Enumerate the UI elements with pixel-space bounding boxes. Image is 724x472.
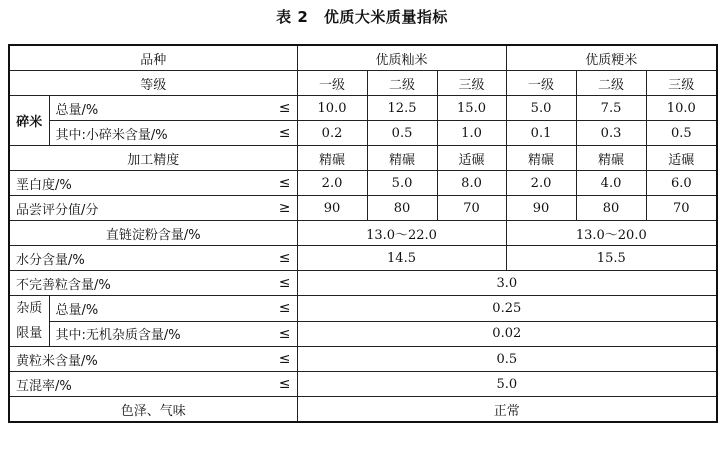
row-label-cell: [9, 372, 297, 397]
value-cell: 0.5: [367, 121, 437, 146]
impurity-group-line: 限量: [16, 326, 43, 341]
row-label-cell: [9, 347, 297, 372]
value-cell: 0.02: [297, 321, 717, 347]
value-cell: 5.0: [506, 96, 576, 121]
row-label-cell: [49, 321, 297, 347]
row-label: 总量/%: [55, 302, 99, 318]
le-symbol: ≤: [278, 325, 291, 342]
row-label-cell: [49, 296, 297, 322]
table-row: [9, 397, 717, 423]
value-cell: 90: [506, 196, 576, 221]
value-cell: 0.2: [297, 121, 367, 146]
header-row-grade: [9, 71, 717, 96]
indica-header: 优质籼米: [297, 45, 506, 71]
header-row-variety: [9, 45, 717, 71]
table-row: [9, 296, 717, 322]
row-label: 垩白度/%: [16, 177, 72, 193]
row-label-cell: [49, 121, 297, 146]
value-cell: 6.0: [646, 171, 717, 196]
value-cell: 0.1: [506, 121, 576, 146]
row-label: 加工精度: [9, 146, 297, 171]
value-cell: 适碾: [646, 146, 717, 171]
broken-rice-group: 碎米: [9, 96, 49, 146]
value-cell: 精碾: [506, 146, 576, 171]
value-cell: 13.0～22.0: [297, 221, 506, 246]
row-label-cell: [9, 196, 297, 221]
row-label: 直链淀粉含量/%: [9, 221, 297, 246]
le-symbol: ≤: [278, 125, 291, 141]
row-label: 品尝评分值/分: [16, 202, 99, 218]
value-cell: 2.0: [297, 171, 367, 196]
value-cell: 13.0～20.0: [506, 221, 717, 246]
row-label-cell: [9, 246, 297, 271]
table-row: [9, 146, 717, 171]
table-row: [9, 96, 717, 121]
value-cell: 0.3: [576, 121, 646, 146]
row-label: 水分含量/%: [16, 252, 85, 268]
row-label: 黄粒米含量/%: [16, 353, 98, 369]
value-cell: 70: [646, 196, 717, 221]
le-symbol: ≤: [278, 300, 291, 317]
value-cell: 5.0: [297, 372, 717, 397]
grade-cell: 二级: [367, 71, 437, 96]
le-symbol: ≤: [278, 351, 291, 367]
table-row: [9, 121, 717, 146]
row-label: 其中:无机杂质含量/%: [55, 328, 181, 344]
table-row: [9, 221, 717, 246]
table-row: [9, 347, 717, 372]
value-cell: 80: [576, 196, 646, 221]
japonica-header: 优质粳米: [506, 45, 717, 71]
value-cell: 5.0: [367, 171, 437, 196]
grade-cell: 二级: [576, 71, 646, 96]
value-cell: 正常: [297, 397, 717, 423]
value-cell: 1.0: [437, 121, 506, 146]
table-row: [9, 246, 717, 271]
value-cell: 2.0: [506, 171, 576, 196]
value-cell: 0.5: [297, 347, 717, 372]
value-cell: 10.0: [297, 96, 367, 121]
row-label-cell: [9, 171, 297, 196]
impurity-group: [9, 296, 49, 347]
value-cell: 精碾: [576, 146, 646, 171]
value-cell: 8.0: [437, 171, 506, 196]
le-symbol: ≤: [278, 100, 291, 116]
value-cell: 7.5: [576, 96, 646, 121]
table-row: [9, 171, 717, 196]
table-row: [9, 321, 717, 347]
grade-header: 等级: [9, 71, 297, 96]
value-cell: 15.5: [506, 246, 717, 271]
impurity-group-line: 杂质: [16, 301, 43, 316]
value-cell: 12.5: [367, 96, 437, 121]
le-symbol: ≤: [278, 175, 291, 191]
value-cell: 0.5: [646, 121, 717, 146]
value-cell: 精碾: [297, 146, 367, 171]
row-label: 其中:小碎米含量/%: [55, 127, 168, 143]
table-row: [9, 196, 717, 221]
grade-cell: 一级: [506, 71, 576, 96]
row-label: 总量/%: [55, 102, 99, 118]
value-cell: 10.0: [646, 96, 717, 121]
value-cell: 15.0: [437, 96, 506, 121]
le-symbol: ≤: [278, 250, 291, 266]
ge-symbol: ≥: [278, 200, 291, 216]
row-label-cell: [49, 96, 297, 121]
row-label-cell: [9, 271, 297, 296]
value-cell: 精碾: [367, 146, 437, 171]
value-cell: 适碾: [437, 146, 506, 171]
row-label: 色泽、气味: [9, 397, 297, 423]
value-cell: 3.0: [297, 271, 717, 296]
value-cell: 90: [297, 196, 367, 221]
value-cell: 80: [367, 196, 437, 221]
value-cell: 4.0: [576, 171, 646, 196]
grade-cell: 三级: [437, 71, 506, 96]
row-label: 不完善粒含量/%: [16, 277, 111, 293]
value-cell: 0.25: [297, 296, 717, 322]
le-symbol: ≤: [278, 275, 291, 291]
row-label: 互混率/%: [16, 378, 72, 394]
grade-cell: 一级: [297, 71, 367, 96]
le-symbol: ≤: [278, 376, 291, 392]
value-cell: 14.5: [297, 246, 506, 271]
grade-cell: 三级: [646, 71, 717, 96]
value-cell: 70: [437, 196, 506, 221]
rice-quality-table: [8, 44, 718, 423]
table-row: [9, 271, 717, 296]
table-row: [9, 372, 717, 397]
table-title: 表 2 优质大米质量指标: [276, 8, 448, 26]
variety-header: 品种: [9, 45, 297, 71]
